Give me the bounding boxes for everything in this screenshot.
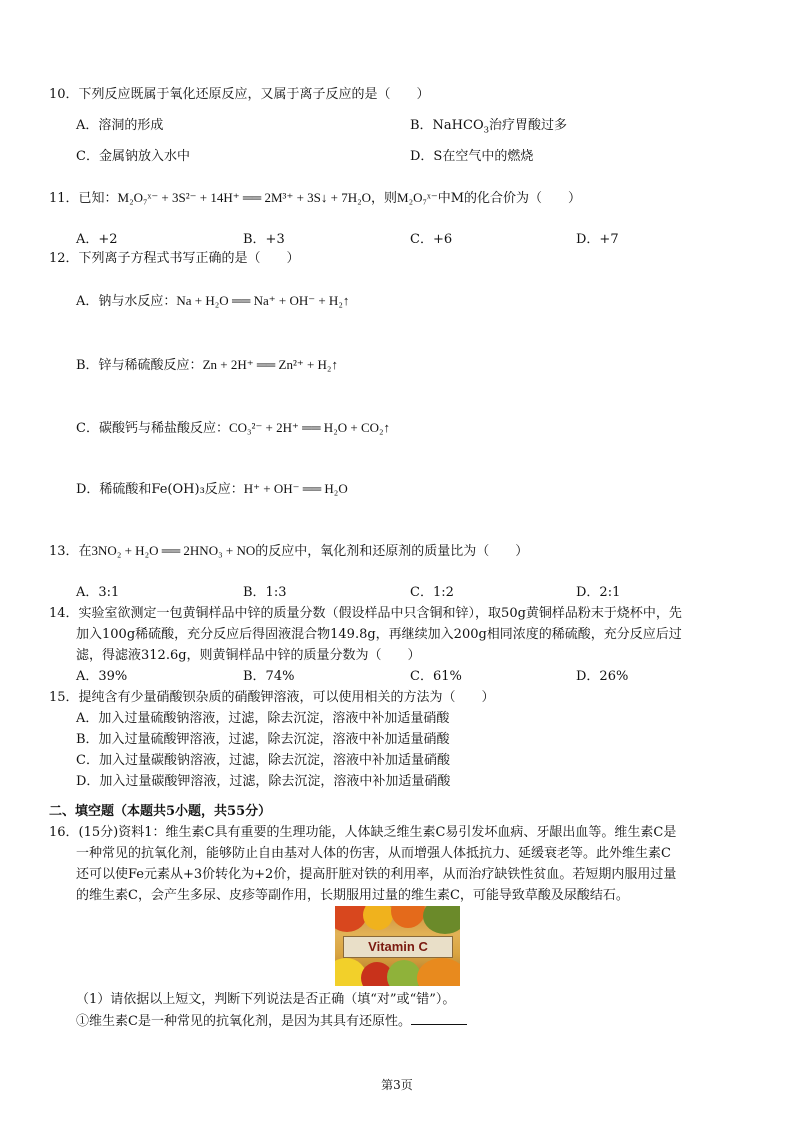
q10-option-c: C．金属钠放入水中 <box>76 149 190 164</box>
q11-option-b: B．+3 <box>243 232 285 247</box>
q12-b-equation: Zn + 2H⁺ ══ Zn²⁺ + H₂↑ <box>202 357 338 372</box>
q10-option-a: A．溶洞的形成 <box>76 118 164 133</box>
q12-option-c: C．碳酸钙与稀盐酸反应：CO₃²⁻ + 2H⁺ ══ H₂O + CO₂↑ <box>76 420 391 436</box>
q14-line-2: 加入100g稀硫酸，充分反应后得固液混合物149.8g，再继续加入200g相同浓度的稀硫酸，充分反应后过 <box>76 627 682 642</box>
q12-a-equation: Na + H₂O ══ Na⁺ + OH⁻ + H₂↑ <box>176 293 350 308</box>
q13-equation: 3NO₂ + H₂O ══ 2HNO₃ + NO <box>91 543 256 558</box>
q13-option-c: C．1:2 <box>410 585 454 600</box>
q11-option-a: A．+2 <box>76 232 118 247</box>
q13-option-b: B．1:3 <box>243 585 287 600</box>
q16-line-2: 一种常见的抗氧化剂，能够防止自由基对人体的伤害，从而增强人体抵抗力、延缓衰老等。此外维生素C <box>76 846 671 861</box>
vitamin-c-image <box>335 906 460 986</box>
q11-stem: 11．已知：M₂O₇ˣ⁻ + 3S²⁻ + 14H⁺ ══ 2M³⁺ + 3S↓ + 7H₂O，则M₂O₇ˣ⁻中M的化合价为（ ） <box>49 190 581 206</box>
q15-option-c: C．加入过量碳酸钠溶液，过滤，除去沉淀，溶液中补加适量硝酸 <box>76 753 450 768</box>
q14-line-1: 14．实验室欲测定一包黄铜样品中锌的质量分数（假设样品中只含铜和锌），取50g黄铜样品粉末于烧杯中，先 <box>49 606 682 621</box>
q16-sub-question-1: （1）请依据以上短文，判断下列说法是否正确（填“对”或“错”）。 <box>76 992 456 1007</box>
q10-option-b: B．NaHCO$_3$治疗胃酸过多 <box>410 118 568 136</box>
vitamin-c-label: Vitamin C <box>343 936 453 958</box>
q14-option-a: A．39% <box>76 669 128 684</box>
page-number: 第3页 <box>381 1078 413 1092</box>
q13-stem: 13．在3NO₂ + H₂O ══ 2HNO₃ + NO的反应中，氧化剂和还原剂的质量比为（ ） <box>49 543 529 559</box>
q16-line-1: 16．(15分)资料1：维生素C具有重要的生理功能，人体缺乏维生素C易引发坏血病、牙龈出血等。维生素C是 <box>49 825 677 840</box>
q14-line-3: 滤，得滤液312.6g，则黄铜样品中锌的质量分数为（ ） <box>76 648 421 663</box>
q12-c-equation: CO₃²⁻ + 2H⁺ ══ H₂O + CO₂↑ <box>228 420 391 435</box>
q15-option-d: D．加入过量碳酸钾溶液，过滤，除去沉淀，溶液中补加适量硝酸 <box>76 774 451 789</box>
q10-stem: 10．下列反应既属于氧化还原反应，又属于离子反应的是（ ） <box>49 87 430 102</box>
q12-option-d: D．稀硫酸和Fe(OH)₃反应：H⁺ + OH⁻ ══ H₂O <box>76 481 348 497</box>
q14-option-b: B．74% <box>243 669 295 684</box>
q12-option-b: B．锌与稀硫酸反应：Zn + 2H⁺ ══ Zn²⁺ + H₂↑ <box>76 357 338 373</box>
q11-equation: M₂O₇ˣ⁻ + 3S²⁻ + 14H⁺ ══ 2M³⁺ + 3S↓ + 7H₂O <box>117 190 372 205</box>
q13-option-d: D．2:1 <box>576 585 621 600</box>
q14-option-c: C．61% <box>410 669 462 684</box>
q11-option-d: D．+7 <box>576 232 619 247</box>
q16-line-3: 还可以使Fe元素从+3价转化为+2价，提高肝脏对铁的利用率，从而治疗缺铁性贫血。若短期内服用过量 <box>76 867 677 882</box>
q13-option-a: A．3:1 <box>76 585 120 600</box>
q12-stem: 12．下列离子方程式书写正确的是（ ） <box>49 251 300 266</box>
q11-ion: M₂O₇ˣ⁻ <box>397 190 438 205</box>
q16-item-1: ①维生素C是一种常见的抗氧化剂，是因为其具有还原性。 <box>76 1012 467 1031</box>
q11-option-c: C．+6 <box>410 232 453 247</box>
q16-line-4: 的维生素C，会产生多尿、皮疹等副作用，长期服用过量的维生素C，可能导致草酸及尿酸结石。 <box>76 888 629 903</box>
section-heading: 二、填空题（本题共5小题，共55分） <box>49 804 272 819</box>
answer-blank[interactable] <box>411 1012 467 1025</box>
q15-option-b: B．加入过量硫酸钾溶液，过滤，除去沉淀，溶液中补加适量硝酸 <box>76 732 450 747</box>
q15-stem: 15．提纯含有少量硝酸钡杂质的硝酸钾溶液，可以使用相关的方法为（ ） <box>49 690 495 705</box>
q12-option-a: A．钠与水反应：Na + H₂O ══ Na⁺ + OH⁻ + H₂↑ <box>76 293 350 309</box>
q14-option-d: D．26% <box>576 669 629 684</box>
q10-option-d: D．S在空气中的燃烧 <box>410 149 534 164</box>
q15-option-a: A．加入过量硫酸钠溶液，过滤，除去沉淀，溶液中补加适量硝酸 <box>76 711 450 726</box>
q12-d-equation: H⁺ + OH⁻ ══ H₂O <box>243 481 348 496</box>
